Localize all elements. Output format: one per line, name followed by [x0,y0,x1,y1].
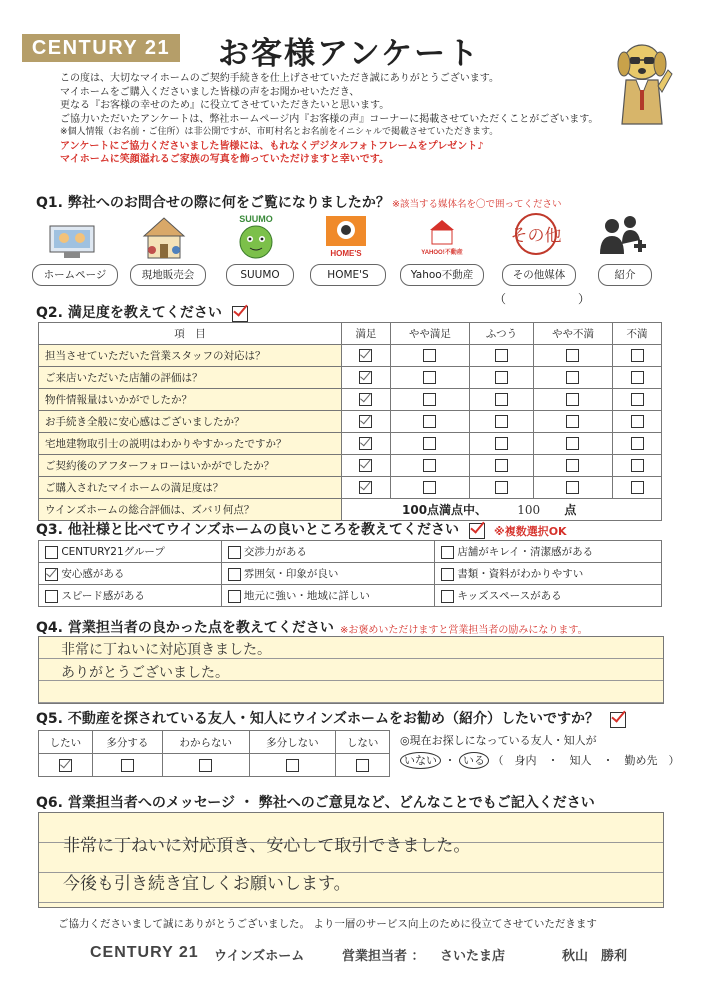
q5-option-label: 多分する [92,731,162,754]
q3-option-label: 地元に強い・地域に詳しい [243,590,370,602]
open-house-icon [136,212,192,262]
footer-staff-name: 秋山 勝利 [562,949,628,964]
q1-option-yahoo[interactable]: Yahoo不動産 [400,264,484,286]
q5-answered-check-icon [610,712,626,728]
intro-line: この度は、大切なマイホームのご契約手続きを仕上げさせていただき誠にありがとうございます。 [60,73,499,84]
q3-checkbox[interactable] [228,568,241,581]
suumo-icon [228,212,284,262]
table-row [39,563,662,585]
q2-checkbox[interactable] [631,371,644,384]
q4-answer-line: 非常に丁ねいに対応頂きました。 [61,642,271,658]
q1-heading: Q1. 弊社へのお問合せの際に何をご覧になりましたか？ [36,195,390,211]
intro-text [60,72,598,167]
q3-options-table [38,540,662,607]
q2-checkbox[interactable] [495,371,508,384]
q3-answered-check-icon [469,523,485,539]
q5-checkbox[interactable] [121,759,134,772]
q2-checkbox[interactable] [566,393,579,406]
intro-line: 更なる『お客様の幸せのため』に役立てさせていただきたいと思います。 [60,100,390,111]
suumo-icon-text: SUUMO [239,214,273,224]
table-row [39,389,662,411]
table-row [39,455,662,477]
q2-row-label: お手続き全般に安心感はございましたか？ [39,411,342,433]
q3-heading: Q3. 他社様と比べてウインズホームの良いところを教えてください [36,522,459,538]
intro-line: マイホームをご購入くださいました皆様の声をお聞かせいただき、 [60,86,360,98]
q3-option[interactable] [39,541,222,563]
q2-score-label: ウインズホームの総合評価は、ズバリ何点？ [39,499,342,521]
q2-heading: Q2. 満足度を教えてください [36,305,222,321]
q3-option[interactable] [221,563,434,585]
q2-satisfaction-table [38,322,662,521]
q1-option-other[interactable]: その他媒体 [502,264,576,286]
q3-checkbox[interactable] [441,590,454,603]
q3-option-label: 雰囲気・印象が良い [243,568,339,580]
q2-row-label: 宅地建物取引士の説明はわかりやすかったですか？ [39,433,342,455]
q5-checkbox[interactable] [199,759,212,772]
q2-checkbox[interactable] [423,437,436,450]
q5-heading: Q5. 不動産を探されている友人・知人にウインズホームをお勧め（紹介）したいですか？ [36,711,599,727]
intro-line: ご協力いただいたアンケートは、弊社ホームページ内『お客様の声』コーナーに掲載させていただくことがございます。 [60,113,599,125]
footer-brand: CENTURY 21 [90,944,199,961]
q1-option-suumo[interactable]: SUUMO [226,264,294,286]
q2-checkbox[interactable] [359,371,372,384]
q3-checkbox[interactable] [228,546,241,559]
q2-checkbox[interactable] [566,371,579,384]
q2-checkbox[interactable] [495,459,508,472]
q2-checkbox[interactable] [423,481,436,494]
q2-checkbox[interactable] [423,393,436,406]
table-row [39,477,662,499]
table-row [39,541,662,563]
q6-heading: Q6. 営業担当者へのメッセージ ・ 弊社へのご意見など、どんなことでもご記入ください [36,795,595,811]
q3-option[interactable] [434,541,661,563]
q2-col-somewhat-unsatisfied: やや不満 [533,323,612,345]
other-icon-text: その他 [510,226,562,246]
footer-store: さいたま店 [440,949,506,964]
q2-row-label: 担当させていただいた営業スタッフの対応は？ [39,345,342,367]
q4-note: ※お褒めいただけますと営業担当者の励みになります。 [340,625,588,636]
q2-checkbox[interactable] [359,437,372,450]
q2-checkbox[interactable] [631,459,644,472]
friend-option-separator: ・ [444,754,456,767]
q2-checkbox[interactable] [423,371,436,384]
q2-score-row [39,499,662,521]
footer-company: ウインズホーム [214,949,305,964]
q2-col-somewhat-satisfied: やや満足 [390,323,469,345]
q2-checkbox[interactable] [566,481,579,494]
q3-option[interactable] [221,541,434,563]
q6-answer-line: 今後も引き続き宜しくお願いします。 [63,874,351,894]
q2-col-satisfied: 満足 [342,323,391,345]
q3-option-label: 安心感がある [61,568,125,580]
q2-checkbox[interactable] [566,459,579,472]
q2-checkbox[interactable] [631,481,644,494]
q3-option[interactable] [434,585,661,607]
q2-row-label: 物件情報量はいかがでしたか？ [39,389,342,411]
q3-option-label: キッズスペースがある [457,590,562,602]
q2-checkbox[interactable] [495,481,508,494]
q2-checkbox[interactable] [566,437,579,450]
page-title: お客様アンケート [218,36,481,72]
footer-staff-label: 営業担当者 ： [342,949,425,964]
q1-option-homes[interactable]: HOME'S [310,264,386,286]
other-media-icon [508,210,564,260]
q6-answer-line: 非常に丁ねいに対応頂き、安心して取引できました。 [63,836,471,856]
q2-checkbox[interactable] [495,415,508,428]
q4-answer-box[interactable] [38,636,664,704]
q5-friend-options [400,752,680,768]
q3-option-label: スピード感がある [61,590,145,602]
other-paren-open: （ [494,292,507,306]
friend-option-yes[interactable]: いる [459,752,489,769]
intro-present-line: アンケートにご協力くださいました皆様には、もれなくデジタルフォトフレームをプレゼント♪ [60,140,484,152]
q2-row-label: ご来店いただいた店舗の評価は？ [39,367,342,389]
mascot-dog-icon [606,40,678,130]
q2-checkbox[interactable] [631,393,644,406]
q2-checkbox[interactable] [423,349,436,362]
referral-icon [594,210,650,260]
q2-checkbox[interactable] [359,459,372,472]
intro-photo-line: マイホームに笑顔溢れるご家族の写真を飾っていただけますと幸いです。 [60,154,389,165]
q4-answer-line: ありがとうございました。 [61,665,229,681]
q4-heading: Q4. 営業担当者の良かった点を教えてください [36,620,334,636]
q5-option-label: したい [39,731,93,754]
q3-option[interactable] [39,585,222,607]
q2-answered-check-icon [232,306,248,322]
q5-checkbox[interactable] [59,759,72,772]
q2-checkbox[interactable] [495,349,508,362]
friend-option-relations: （ 身内 ・ 知人 ・ 勤め先 ） [492,754,680,767]
q1-option-open-house[interactable]: 現地販売会 [130,264,206,286]
q2-row-label: ご契約後のアフターフォローはいかがでしたか？ [39,455,342,477]
q3-option[interactable] [39,563,222,585]
q5-option-label: わからない [163,731,250,754]
q2-col-unsatisfied: 不満 [613,323,662,345]
q3-option[interactable] [434,563,661,585]
q2-checkbox[interactable] [566,415,579,428]
q2-checkbox[interactable] [566,349,579,362]
q2-checkbox[interactable] [631,437,644,450]
homes-icon [318,212,374,262]
q2-checkbox[interactable] [359,393,372,406]
q5-options-table [38,730,390,777]
q2-checkbox[interactable] [631,415,644,428]
q3-checkbox[interactable] [45,590,58,603]
q5-checkbox-row [39,754,390,777]
q3-option[interactable] [221,585,434,607]
other-paren-close: ） [578,292,591,306]
q2-checkbox[interactable] [423,459,436,472]
q5-option-label: 多分しない [249,731,336,754]
century21-logo: CENTURY 21 [22,34,180,62]
q1-option-homepage[interactable]: ホームページ [32,264,118,286]
q2-checkbox[interactable] [495,437,508,450]
table-row [39,367,662,389]
q3-option-label: 書類・資料がわかりやすい [457,568,584,580]
q6-answer-box[interactable] [38,812,664,908]
table-row [39,585,662,607]
q5-option-label: しない [336,731,390,754]
q3-checkbox[interactable] [441,568,454,581]
q2-checkbox[interactable] [495,393,508,406]
q2-col-item: 項 目 [39,323,342,345]
homes-icon-text: HOME'S [330,249,362,258]
q3-option-label: CENTURY21グループ [61,546,165,558]
q5-checkbox[interactable] [356,759,369,772]
yahoo-realestate-icon [414,212,470,262]
q3-checkbox[interactable] [228,590,241,603]
q2-checkbox[interactable] [359,481,372,494]
q3-note: ※複数選択OK [494,525,567,538]
q2-row-label: ご購入されたマイホームの満足度は？ [39,477,342,499]
q2-score-cell[interactable] [342,499,662,521]
q5-friend-question: ◎現在お探しになっている友人・知人が [400,734,597,747]
score-prefix: 100点満点中、 [402,503,488,517]
q2-col-neutral: ふつう [469,323,533,345]
footer-thanks: ご協力くださいまして誠にありがとうございました。 より一層のサービス向上のために役立てさせていただきます [58,918,597,930]
yahoo-icon-text: YAHOO!不動産 [421,250,463,256]
homepage-icon [44,214,100,264]
q5-label-row [39,731,390,754]
q1-option-referral[interactable]: 紹介 [598,264,652,286]
intro-line: ※個人情報（お名前・ご住所）は非公開ですが、市町村名とお名前をイニシャルで掲載させていただきます。 [60,127,499,137]
q2-checkbox[interactable] [359,349,372,362]
score-value: 100 [517,503,541,517]
q2-checkbox[interactable] [359,415,372,428]
q3-checkbox[interactable] [45,568,58,581]
score-suffix: 点 [564,503,577,517]
table-row [39,411,662,433]
table-row [39,345,662,367]
q2-header-row [39,323,662,345]
q3-option-label: 店舗がキレイ・清潔感がある [457,546,594,558]
table-row [39,433,662,455]
q2-checkbox[interactable] [423,415,436,428]
q1-note: ※該当する媒体名を〇で囲ってください [392,199,562,210]
friend-option-none[interactable]: いない [400,752,441,769]
q3-checkbox[interactable] [45,546,58,559]
q3-checkbox[interactable] [441,546,454,559]
q2-checkbox[interactable] [631,349,644,362]
q5-checkbox[interactable] [286,759,299,772]
q3-option-label: 交渉力がある [243,546,307,558]
